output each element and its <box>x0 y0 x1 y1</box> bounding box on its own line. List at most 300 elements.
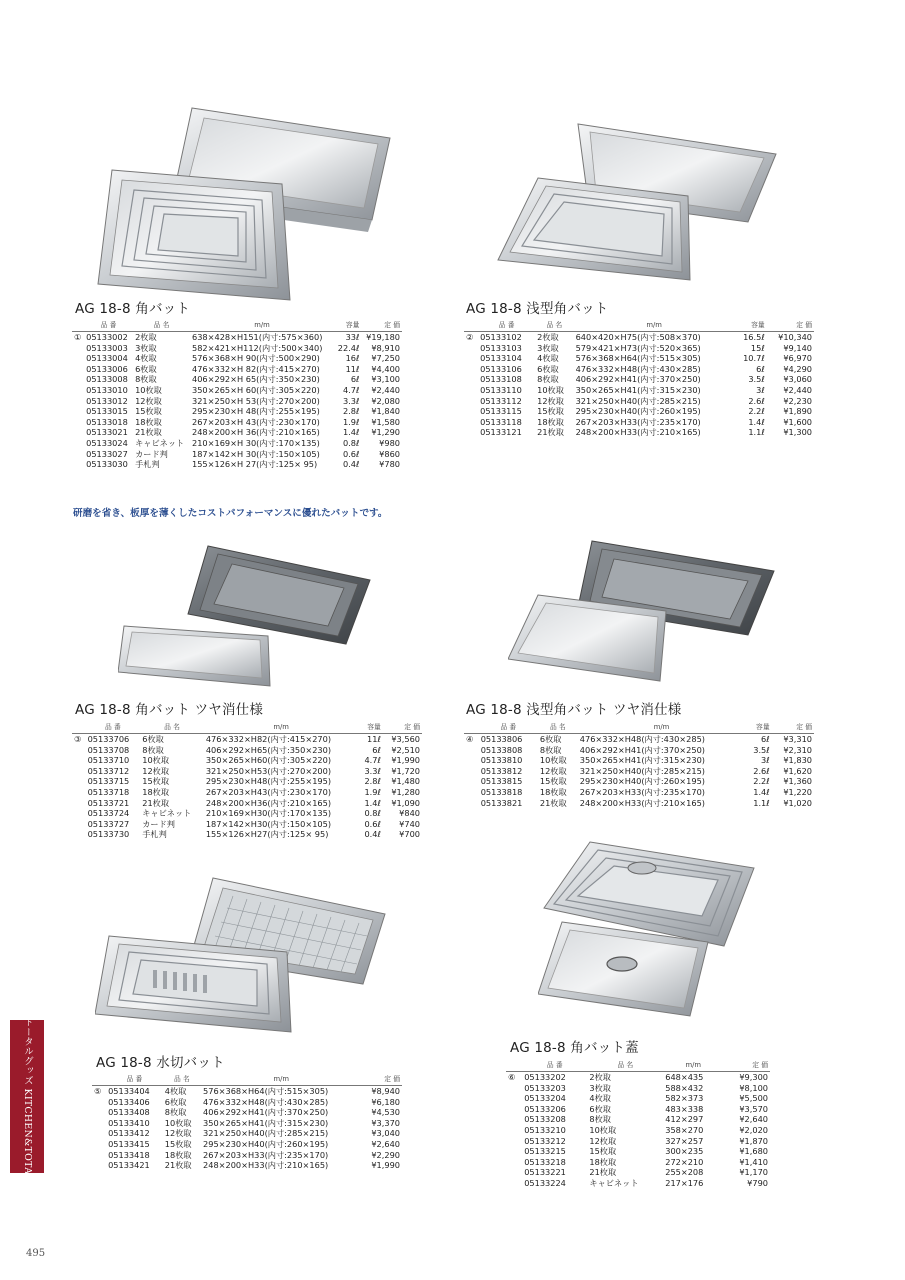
cell-num <box>72 798 86 809</box>
cell-code: 05133004 <box>86 353 128 364</box>
cell-name: 10枚取 <box>142 755 170 766</box>
cell-name: キャビネット <box>589 1177 639 1188</box>
cell-price: ¥1,720 <box>391 765 420 776</box>
column-header-name: 品 名 <box>538 722 578 734</box>
cell-price: ¥1,870 <box>739 1135 768 1146</box>
table-row <box>464 776 814 787</box>
cell-price: ¥740 <box>399 818 420 829</box>
column-header-size: m/m <box>663 1060 723 1072</box>
cell-name: 21枚取 <box>135 427 162 438</box>
cell-size: 210×169×H 30(内寸:170×135) <box>192 437 320 448</box>
product-photo-kaku-bat-matte <box>118 540 378 690</box>
table-header-row <box>464 722 814 734</box>
cell-size: 582×373 <box>665 1093 704 1104</box>
cell-size: 350×265×H60(内寸:305×220) <box>205 755 332 766</box>
cell-num <box>92 1107 106 1118</box>
cell-name: 8枚取 <box>539 744 562 755</box>
cell-code: 05133104 <box>480 353 522 364</box>
cell-capacity: 16ℓ <box>345 353 360 364</box>
cell-capacity: 11ℓ <box>345 363 360 374</box>
cell-size: 412×297 <box>665 1114 704 1125</box>
cell-name: 18枚取 <box>164 1149 192 1160</box>
table-row <box>72 396 402 407</box>
cell-name: 21枚取 <box>142 797 170 808</box>
cell-size: 576×368×H64(内寸:515×305) <box>575 353 701 364</box>
product-photo-kaku-bat <box>92 100 392 305</box>
cell-price: ¥2,080 <box>371 395 400 406</box>
column-header-price: 定 価 <box>767 320 814 332</box>
cell-num: ② <box>466 332 474 342</box>
column-header-name: 品 名 <box>587 1060 663 1072</box>
cell-size: 295×230×H48(内寸:255×195) <box>205 776 332 787</box>
cell-code: 05133030 <box>86 459 128 470</box>
cell-num <box>506 1114 522 1125</box>
cell-price: ¥860 <box>379 448 400 459</box>
cell-name: 15枚取 <box>537 406 564 417</box>
cell-price: ¥1,680 <box>739 1146 768 1157</box>
cell-name: 8枚取 <box>537 374 559 385</box>
cell-num <box>506 1167 522 1178</box>
cell-price: ¥19,180 <box>366 332 400 342</box>
cell-name: 15枚取 <box>539 776 567 787</box>
cell-num <box>72 819 86 830</box>
cell-num <box>92 1128 106 1139</box>
cell-name: 6枚取 <box>589 1103 611 1114</box>
table-row <box>72 734 422 745</box>
table-header-row <box>72 722 422 734</box>
table-row <box>464 787 814 798</box>
cell-size: 476×332×H82(内寸:415×270) <box>205 734 332 744</box>
cell-num <box>72 776 86 787</box>
cell-size: 406×292×H 65(内寸:350×230) <box>192 374 320 385</box>
cell-num <box>92 1139 106 1150</box>
cell-size: 248×200×H36(内寸:210×165) <box>205 797 332 808</box>
table-row <box>464 364 814 375</box>
cell-size: 267×203×H33(内寸:235×170) <box>575 416 701 427</box>
cell-price: ¥1,280 <box>391 786 420 797</box>
cell-price: ¥4,400 <box>371 363 400 374</box>
cell-capacity: 0.6ℓ <box>364 818 381 829</box>
product-photo-asagata-bat <box>492 118 782 288</box>
cell-code: 05133203 <box>524 1082 566 1093</box>
cell-num <box>72 438 84 449</box>
cell-price: ¥2,310 <box>783 744 812 755</box>
cell-name: キャビネット <box>142 808 192 819</box>
cell-capacity: 2.6ℓ <box>748 395 765 406</box>
column-header-code: 品 番 <box>86 722 141 734</box>
table-row <box>92 1118 402 1129</box>
table-header-row <box>464 320 814 332</box>
cell-price: ¥1,990 <box>391 755 420 766</box>
cell-capacity: 3.3ℓ <box>343 395 360 406</box>
column-header-num <box>464 320 478 332</box>
column-header-price: 定 価 <box>772 722 814 734</box>
table-row <box>92 1097 402 1108</box>
table-row <box>506 1093 770 1104</box>
cell-capacity: 1.4ℓ <box>748 416 765 427</box>
cell-price: ¥6,180 <box>371 1096 400 1107</box>
cell-code: 05133215 <box>524 1146 566 1157</box>
cell-size: 321×250×H40(内寸:285×215) <box>203 1128 329 1139</box>
cell-name: 8枚取 <box>142 744 164 755</box>
cell-size: 582×421×H112(内寸:500×340) <box>192 342 323 353</box>
product-title-2: AG 18-8 浅型角バット <box>466 301 609 317</box>
column-header-size: m/m <box>201 1074 361 1086</box>
cell-num: ⑥ <box>508 1072 516 1082</box>
cell-code: 05133415 <box>108 1138 150 1149</box>
cell-name: 3枚取 <box>537 342 559 353</box>
cell-capacity: 10.7ℓ <box>743 353 765 364</box>
cell-price: ¥1,990 <box>371 1160 400 1171</box>
table-row <box>464 417 814 428</box>
cell-price: ¥3,040 <box>371 1128 400 1139</box>
cell-num <box>464 364 478 375</box>
cell-size: 267×203×H33(内寸:235×170) <box>579 786 705 797</box>
cell-price: ¥7,250 <box>371 353 400 364</box>
cell-code: 05133721 <box>87 797 130 808</box>
cell-price: ¥1,300 <box>783 427 812 438</box>
cell-capacity: 4.7ℓ <box>364 755 381 766</box>
cell-code: 05133812 <box>480 765 523 776</box>
spec-table-5 <box>92 1074 402 1171</box>
table-row <box>72 332 402 343</box>
cell-name: 10枚取 <box>539 755 567 766</box>
column-header-num <box>72 320 84 332</box>
cell-name: 18枚取 <box>539 786 567 797</box>
cell-num <box>72 427 84 438</box>
table-row <box>464 385 814 396</box>
column-header-size: m/m <box>578 722 745 734</box>
cell-capacity: 6ℓ <box>761 734 770 744</box>
cell-code: 05133418 <box>108 1149 150 1160</box>
cell-code: 05133208 <box>524 1114 566 1125</box>
cell-code: 05133404 <box>108 1086 150 1096</box>
cell-num <box>506 1146 522 1157</box>
cell-num <box>72 787 86 798</box>
cell-price: ¥3,560 <box>391 734 420 744</box>
cell-name: 8枚取 <box>164 1107 187 1118</box>
table-row <box>464 353 814 364</box>
cell-size: 476×332×H48(内寸:430×285) <box>575 363 701 374</box>
cell-size: 638×428×H151(内寸:575×360) <box>192 332 323 342</box>
cell-size: 321×250×H40(内寸:285×215) <box>575 395 701 406</box>
cell-code: 05133818 <box>480 786 523 797</box>
cell-code: 05133012 <box>86 395 128 406</box>
cell-size: 295×230×H40(内寸:260×195) <box>579 776 705 787</box>
cell-price: ¥3,370 <box>371 1117 400 1128</box>
table-row <box>506 1104 770 1115</box>
cell-name: 15枚取 <box>164 1138 192 1149</box>
cell-price: ¥780 <box>379 459 400 470</box>
table-row <box>464 755 814 766</box>
cell-num <box>72 396 84 407</box>
cell-size: 248×200×H33(内寸:210×165) <box>203 1160 329 1171</box>
cell-name: 18枚取 <box>589 1156 617 1167</box>
cell-num <box>72 459 84 470</box>
table-row <box>464 374 814 385</box>
column-header-price: 定 価 <box>361 320 402 332</box>
column-header-capacity: 容量 <box>735 320 767 332</box>
cell-size: 210×169×H30(内寸:170×135) <box>205 808 332 819</box>
table-row <box>72 459 402 470</box>
column-header-capacity: 容量 <box>358 722 382 734</box>
cell-num <box>72 745 86 756</box>
cell-num <box>464 745 479 756</box>
cell-price: ¥9,300 <box>739 1072 768 1082</box>
cell-capacity: 2.8ℓ <box>343 406 360 417</box>
cell-capacity: 6ℓ <box>756 363 765 374</box>
product-title-4: AG 18-8 浅型角バット ツヤ消仕様 <box>466 702 682 718</box>
cell-num <box>72 449 84 460</box>
cell-price: ¥1,840 <box>371 406 400 417</box>
cell-code: 05133421 <box>108 1160 150 1171</box>
cell-code: 05133412 <box>108 1128 150 1139</box>
cell-code: 05133008 <box>86 374 128 385</box>
cell-num <box>506 1104 522 1115</box>
cell-price: ¥1,170 <box>739 1167 768 1178</box>
cell-code: 05133218 <box>524 1156 566 1167</box>
cell-capacity: 2.8ℓ <box>364 776 381 787</box>
cell-capacity: 3.5ℓ <box>748 374 765 385</box>
cell-name: 8枚取 <box>589 1114 611 1125</box>
column-header-code: 品 番 <box>478 320 535 332</box>
cell-size: 187×142×H30(内寸:150×105) <box>205 818 332 829</box>
cell-code: 05133024 <box>86 437 128 448</box>
cell-size: 406×292×H41(内寸:370×250) <box>575 374 701 385</box>
cell-price: ¥840 <box>399 808 420 819</box>
cell-code: 05133210 <box>524 1124 566 1135</box>
cell-size: 267×203×H33(内寸:235×170) <box>203 1149 329 1160</box>
cell-name: 6枚取 <box>537 363 559 374</box>
table-row <box>92 1128 402 1139</box>
table-row <box>506 1167 770 1178</box>
cell-capacity: 2.2ℓ <box>748 406 765 417</box>
cell-code: 05133027 <box>86 448 128 459</box>
cell-name: 18枚取 <box>142 786 170 797</box>
cell-code: 05133108 <box>480 374 522 385</box>
column-header-name: 品 名 <box>140 722 204 734</box>
cell-code: 05133808 <box>480 744 523 755</box>
cell-size: 321×250×H 53(内寸:270×200) <box>192 395 320 406</box>
cell-price: ¥3,060 <box>783 374 812 385</box>
cell-num <box>72 353 84 364</box>
cell-name: キャビネット <box>135 437 185 448</box>
cell-num <box>72 406 84 417</box>
table-row <box>72 745 422 756</box>
cell-code: 05133712 <box>87 765 130 776</box>
cell-num <box>464 787 479 798</box>
cell-size: 406×292×H41(内寸:370×250) <box>579 744 705 755</box>
table-row <box>506 1083 770 1094</box>
cell-size: 295×230×H 48(内寸:255×195) <box>192 406 320 417</box>
cell-num <box>72 417 84 428</box>
cell-capacity: 3ℓ <box>756 384 765 395</box>
cell-capacity: 0.4ℓ <box>343 459 360 470</box>
cell-name: 手札判 <box>142 829 167 840</box>
cell-price: ¥1,480 <box>391 776 420 787</box>
column-header-num <box>464 722 479 734</box>
cell-code: 05133727 <box>87 818 130 829</box>
cell-name: 21枚取 <box>537 427 564 438</box>
cell-size: 588×432 <box>665 1082 704 1093</box>
cell-num <box>506 1093 522 1104</box>
side-category-tab <box>10 970 44 1223</box>
cell-price: ¥8,910 <box>371 342 400 353</box>
cell-price: ¥8,100 <box>739 1082 768 1093</box>
cell-size: 217×176 <box>665 1177 704 1188</box>
cell-name: 2枚取 <box>589 1072 611 1082</box>
column-header-name: 品 名 <box>535 320 573 332</box>
side-category-label: キッチン&トータルグッズ KITCHEN&TOTAL GOODS <box>22 970 33 1223</box>
product-photo-bat-lid <box>538 838 758 1018</box>
cell-num <box>72 766 86 777</box>
table-row <box>464 745 814 756</box>
cell-name: 15枚取 <box>142 776 170 787</box>
column-header-price: 定 価 <box>723 1060 770 1072</box>
cell-price: ¥5,500 <box>739 1093 768 1104</box>
cell-size: 476×332×H48(内寸:430×285) <box>579 734 705 744</box>
table-row <box>72 829 422 840</box>
cell-capacity: 1.4ℓ <box>364 797 381 808</box>
cell-num <box>92 1118 106 1129</box>
table-row <box>464 332 814 343</box>
table-row <box>72 438 402 449</box>
cell-num <box>464 766 479 777</box>
table-row <box>506 1136 770 1147</box>
cell-size: 350×265×H 60(内寸:305×220) <box>192 384 320 395</box>
table-row <box>72 798 422 809</box>
table-row <box>92 1150 402 1161</box>
cell-capacity: 1.9ℓ <box>364 786 381 797</box>
cell-num <box>72 364 84 375</box>
cell-price: ¥700 <box>399 829 420 840</box>
cell-size: 267×203×H 43(内寸:230×170) <box>192 416 320 427</box>
column-header-code: 品 番 <box>84 320 133 332</box>
column-header-capacity: 容量 <box>745 722 771 734</box>
cell-price: ¥1,830 <box>783 755 812 766</box>
cell-price: ¥1,020 <box>783 797 812 808</box>
table-row <box>72 449 402 460</box>
column-header-price: 定 価 <box>361 1074 402 1086</box>
cell-name: 2枚取 <box>135 332 157 342</box>
cell-price: ¥1,220 <box>783 786 812 797</box>
cell-capacity: 1.4ℓ <box>753 786 770 797</box>
cell-capacity: 3ℓ <box>761 755 770 766</box>
column-header-size: m/m <box>574 320 735 332</box>
cell-capacity: 0.6ℓ <box>343 448 360 459</box>
column-header-name: 品 名 <box>133 320 190 332</box>
table-row <box>506 1072 770 1083</box>
cell-capacity: 15ℓ <box>750 342 765 353</box>
cell-name: 15枚取 <box>589 1146 617 1157</box>
cell-name: 12枚取 <box>537 395 564 406</box>
cell-price: ¥2,440 <box>783 384 812 395</box>
cell-code: 05133708 <box>87 744 130 755</box>
cell-capacity: 6ℓ <box>372 744 381 755</box>
cell-name: 12枚取 <box>135 395 162 406</box>
cell-name: 3枚取 <box>589 1082 611 1093</box>
product-title-3: AG 18-8 角バット ツヤ消仕様 <box>75 702 264 718</box>
column-header-num <box>92 1074 106 1086</box>
cell-size: 187×142×H 30(内寸:150×105) <box>192 448 320 459</box>
cell-code: 05133410 <box>108 1117 150 1128</box>
cell-name: 6枚取 <box>142 734 164 744</box>
column-header-code: 品 番 <box>522 1060 587 1072</box>
cell-size: 350×265×H41(内寸:315×230) <box>579 755 705 766</box>
table-row <box>464 406 814 417</box>
cell-code: 05133204 <box>524 1093 566 1104</box>
table-row <box>464 798 814 809</box>
cell-name: 6枚取 <box>164 1096 187 1107</box>
cell-capacity: 1.1ℓ <box>748 427 765 438</box>
cell-name: 6枚取 <box>135 363 157 374</box>
cell-size: 248×200×H33(内寸:210×165) <box>579 797 705 808</box>
cell-code: 05133706 <box>87 734 130 744</box>
table-row <box>92 1086 402 1097</box>
table-row <box>72 374 402 385</box>
cell-num <box>72 343 84 354</box>
cell-price: ¥3,100 <box>371 374 400 385</box>
product-title-6: AG 18-8 角バット蓋 <box>510 1040 639 1056</box>
cell-size: 476×332×H 82(内寸:415×270) <box>192 363 320 374</box>
table-row <box>92 1107 402 1118</box>
cell-name: 18枚取 <box>537 416 564 427</box>
cell-size: 155×126×H27(内寸:125× 95) <box>205 829 329 840</box>
cell-size: 321×250×H53(内寸:270×200) <box>205 765 332 776</box>
cell-name: 手札判 <box>135 459 160 470</box>
spec-table-3 <box>72 722 422 840</box>
cell-capacity: 1.1ℓ <box>753 797 770 808</box>
cell-code: 05133715 <box>87 776 130 787</box>
cell-capacity: 0.4ℓ <box>364 829 381 840</box>
cell-num: ① <box>74 332 82 342</box>
cell-size: 476×332×H48(内寸:430×285) <box>203 1096 329 1107</box>
cell-code: 05133010 <box>86 384 128 395</box>
cell-num <box>464 427 478 438</box>
cell-size: 576×368×H 90(内寸:500×290) <box>192 353 320 364</box>
cell-code: 05133710 <box>87 755 130 766</box>
cell-num <box>506 1178 522 1189</box>
table-row <box>72 808 422 819</box>
cell-size: 406×292×H65(内寸:350×230) <box>205 744 332 755</box>
cell-size: 300×235 <box>665 1146 704 1157</box>
cell-code: 05133810 <box>480 755 523 766</box>
cell-price: ¥2,640 <box>739 1114 768 1125</box>
cell-size: 255×208 <box>665 1167 704 1178</box>
cell-num <box>464 396 478 407</box>
cell-name: 4枚取 <box>589 1093 611 1104</box>
cell-price: ¥2,290 <box>371 1149 400 1160</box>
cell-num <box>72 755 86 766</box>
table-row <box>72 385 402 396</box>
cell-name: 12枚取 <box>164 1128 192 1139</box>
cell-size: 248×200×H 36(内寸:210×165) <box>192 427 320 438</box>
cell-size: 155×126×H 27(内寸:125× 95) <box>192 459 318 470</box>
cell-price: ¥1,410 <box>739 1156 768 1167</box>
cell-capacity: 33ℓ <box>345 332 360 342</box>
cell-price: ¥1,360 <box>783 776 812 787</box>
cell-capacity: 4.7ℓ <box>343 384 360 395</box>
cell-code: 05133408 <box>108 1107 150 1118</box>
table-row <box>506 1178 770 1189</box>
cell-code: 05133021 <box>86 427 128 438</box>
cell-name: 2枚取 <box>537 332 559 342</box>
cell-code: 05133015 <box>86 406 128 417</box>
cell-size: 350×265×H41(内寸:315×230) <box>575 384 701 395</box>
cell-code: 05133815 <box>480 776 523 787</box>
column-header-size: m/m <box>204 722 359 734</box>
cell-code: 05133115 <box>480 406 522 417</box>
